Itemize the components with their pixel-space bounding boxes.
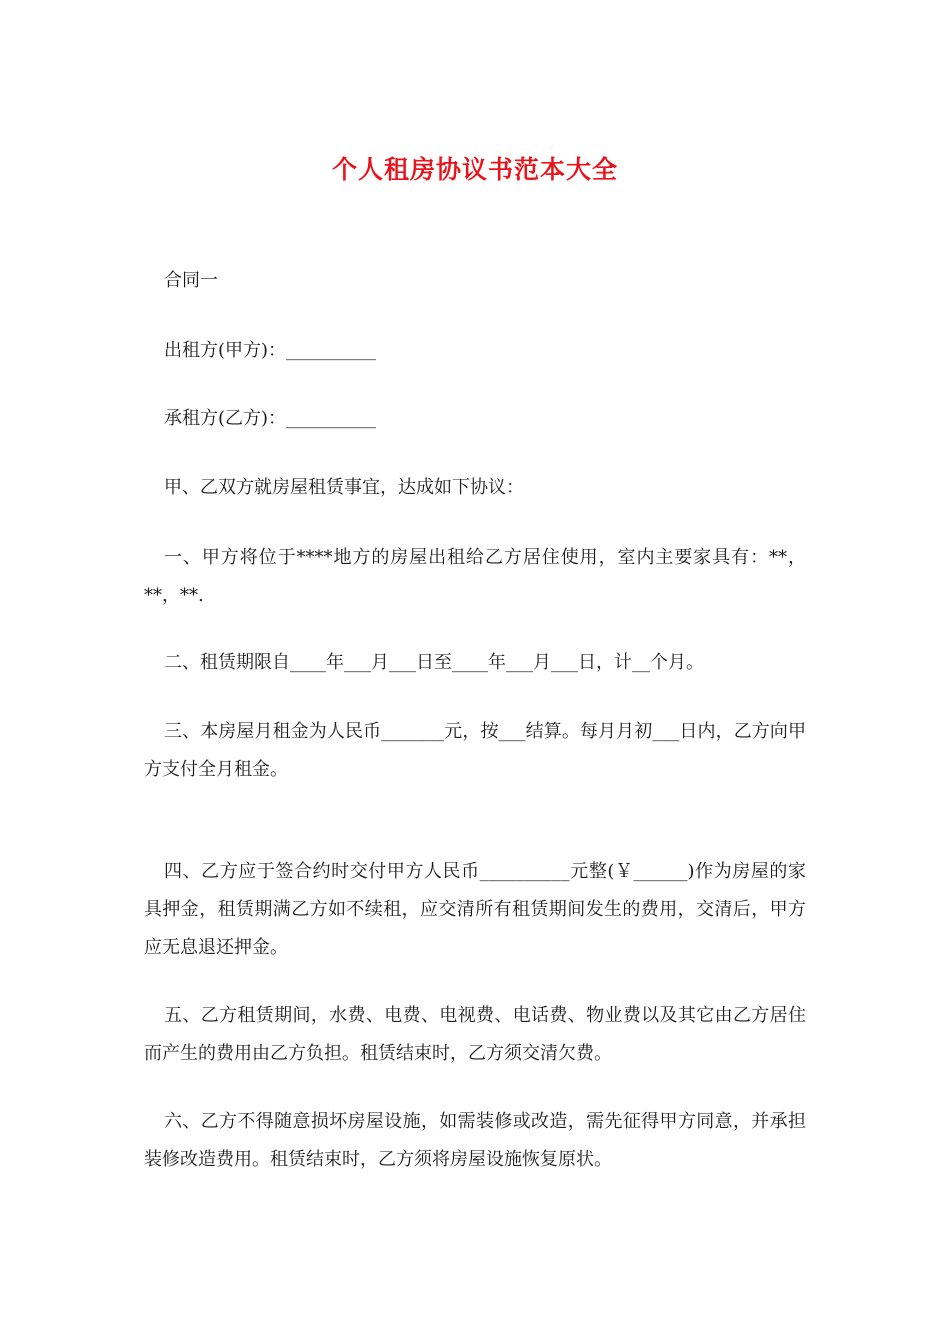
clause-5: 五、乙方租赁期间，水费、电费、电视费、电话费、物业费以及其它由乙方居住而产生的费用由乙方负担。租赁结束时，乙方须交清欠费。 <box>144 1005 806 1064</box>
lessee-line: 承租方(乙方)：__________ <box>164 408 377 429</box>
document-title: 个人租房协议书范本大全 <box>331 155 618 184</box>
clause-1: 一、甲方将位于****地方的房屋出租给乙方居住使用，室内主要家具有：**，**，**. <box>144 547 806 606</box>
contract-heading: 合同一 <box>164 270 218 291</box>
agreement-intro: 甲、乙双方就房屋租赁事宜，达成如下协议： <box>164 477 524 498</box>
clause-6: 六、乙方不得随意损坏房屋设施，如需装修或改造，需先征得甲方同意，并承担装修改造费用。租赁结束时，乙方须将房屋设施恢复原状。 <box>144 1111 806 1170</box>
clause-4: 四、乙方应于签合约时交付甲方人民币__________元整(￥______)作为房屋的家具押金，租赁期满乙方如不续租，应交清所有租赁期间发生的费用，交清后，甲方应无息退还押金。 <box>144 861 806 958</box>
clause-3: 三、本房屋月租金为人民币_______元，按___结算。每月月初___日内，乙方向甲方支付全月租金。 <box>144 721 806 780</box>
clause-2: 二、租赁期限自____年___月___日至____年___月___日，计__个月。 <box>164 652 704 673</box>
lessor-line: 出租方(甲方)：__________ <box>164 340 377 361</box>
